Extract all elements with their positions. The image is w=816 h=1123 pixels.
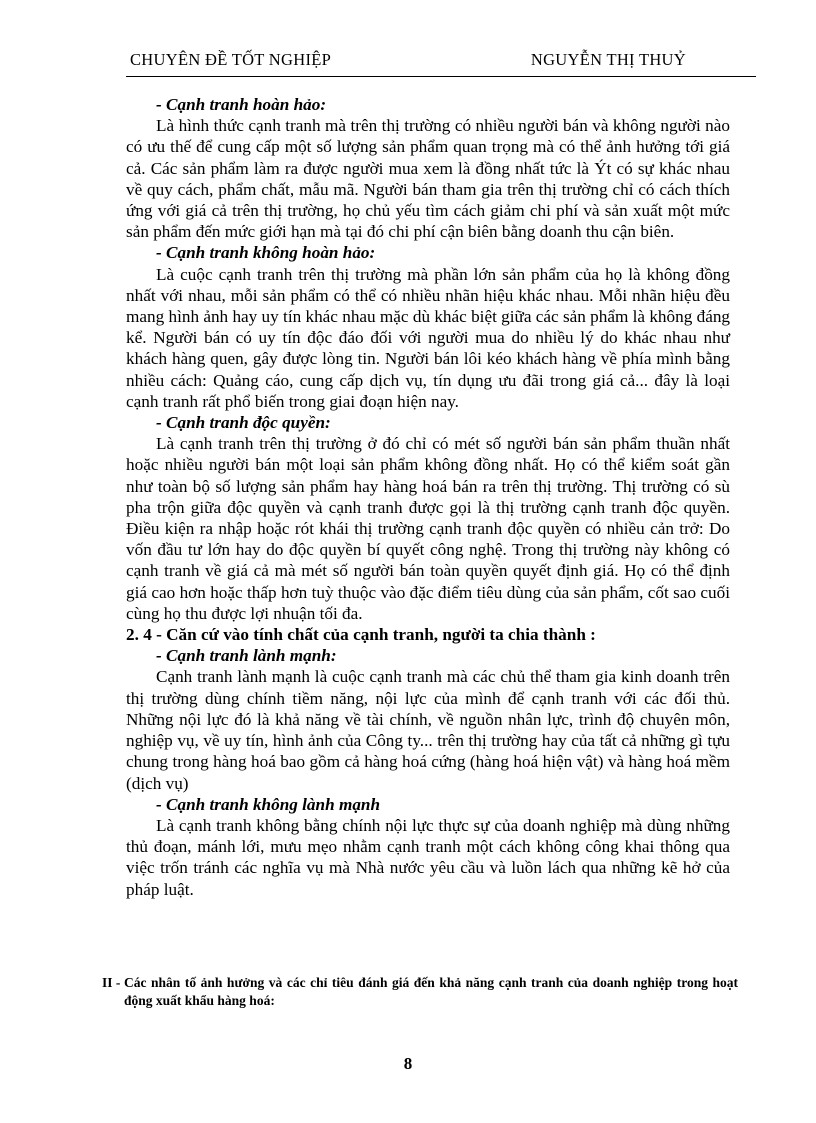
page-number: 8 <box>403 1054 413 1073</box>
header-author: NGUYỄN THỊ THUỶ <box>530 50 686 69</box>
subheading-imperfect-competition: - Cạnh tranh không hoàn hảo: <box>156 243 376 263</box>
paragraph-imperfect-competition: Là cuộc cạnh tranh trên thị trường mà phần lớn sản phẩm của họ là không đồng nhất với nhau, mỗi sản phẩm có thể có nhiều nhãn hiệu khác nhau. Mỗi nhãn hiệu đều mang hình ảnh hay uy tín khác nhau mặc dù khác biệt giữa các sản phẩm là không đáng kể. Người bán có uy tín độc đáo đối với người mua do nhiều lý do khác nhau như khách hàng quen, gây được lòng tin. Người bán lôi kéo khách hàng về phía mình bằng nhiều cách: Quảng cáo, cung cấp dịch vụ, tín dụng ưu đãi trong giá cả... đây là loại cạnh tranh rất phổ biến trong giai đoạn hiện nay. <box>126 264 731 411</box>
section-heading-2-4: 2. 4 - Căn cứ vào tính chất của cạnh tranh, người ta chia thành : <box>126 625 596 645</box>
subheading-unfair-competition: - Cạnh tranh không lành mạnh <box>156 794 381 814</box>
document-body <box>126 94 730 900</box>
major-section-number: II - <box>102 975 121 990</box>
major-section-title: Các nhân tố ảnh hưởng và các chỉ tiêu đánh giá đến khả năng cạnh tranh của doanh nghiệp trong hoạt động xuất khẩu hàng hoá: <box>124 975 738 1008</box>
subheading-perfect-competition: - Cạnh tranh hoàn hảo: <box>156 95 327 114</box>
paragraph-perfect-competition: Là hình thức cạnh tranh mà trên thị trường có nhiều người bán và không người nào có ưu thế để cung cấp một số lượng sản phẩm quan trọng mà có thể ảnh hưởng tới giá cả. Các sản phẩm làm ra được người mua xem là đồng nhất tức là Ýt có sự khác nhau về quy cách, phẩm chất, mẫu mã. Người bán tham gia trên thị trường chỉ có cách thích ứng với giá cả trên thị trường, họ chủ yếu tìm cách giảm chi phí và sản xuất một mức sản phẩm đến mức giới hạn mà tại đó chi phí cận biên bằng doanh thu cận biên. <box>126 116 730 242</box>
subheading-monopolistic-competition: - Cạnh tranh độc quyền: <box>156 413 331 433</box>
header-title: CHUYÊN ĐỀ TỐT NGHIỆP <box>130 50 332 69</box>
paragraph-unfair-competition: Là cạnh tranh không bằng chính nội lực thực sự của doanh nghiệp mà dùng những thủ đoạn, mánh lới, mưu mẹo nhằm cạnh tranh một cách không công khai thông qua việc trốn tránh các nghĩa vụ mà Nhà nước yêu cầu và luồn lách qua những kẽ hở của pháp luật. <box>126 815 730 899</box>
major-section-heading <box>102 974 738 1010</box>
page-header <box>126 46 756 77</box>
subheading-fair-competition: - Cạnh tranh lành mạnh: <box>156 646 337 666</box>
paragraph-fair-competition: Cạnh tranh lành mạnh là cuộc cạnh tranh mà các chủ thể tham gia kinh doanh trên thị trường dùng chính tiềm năng, nội lực của mình để cạnh tranh với các đối thủ. Những nội lực đó là khả năng về tài chính, về nguồn nhân lực, trình độ chuyên môn, nghiệp vụ, về uy tín, hình ảnh của Công ty... trên thị trường hay của tất cả những gì tựu chung trong hàng hoá bao gồm cả hàng hoá cứng (hàng hoá hiện vật) và hàng hoá mềm (dịch vụ) <box>126 667 730 793</box>
paragraph-monopolistic-competition: Là cạnh tranh trên thị trường ở đó chỉ có mét số người bán sản phẩm thuần nhất hoặc nhiều người bán một loại sản phẩm không đồng nhất. Họ có thể kiểm soát gần như toàn bộ số lượng sản phẩm hay hàng hoá bán ra trên thị trường. Thị trường có sù pha trộn giữa độc quyền và cạnh tranh được gọi là thị trường cạnh tranh độc quyền. Điều kiện ra nhập hoặc rót khái thị trường cạnh tranh độc quyền có nhiều cản trở: Do vốn đầu tư lớn hay do độc quyền bí quyết công nghệ. Trong thị trường này không có cạnh tranh về giá cả mà mét số người bán toàn quyền quyết định giá. Họ có thể định giá cao hơn hoặc thấp hơn tuỳ thuộc vào đặc điểm tiêu dùng của sản phẩm, cốt sao cuối cùng họ thu được lợi nhuận tối đa. <box>126 434 730 623</box>
